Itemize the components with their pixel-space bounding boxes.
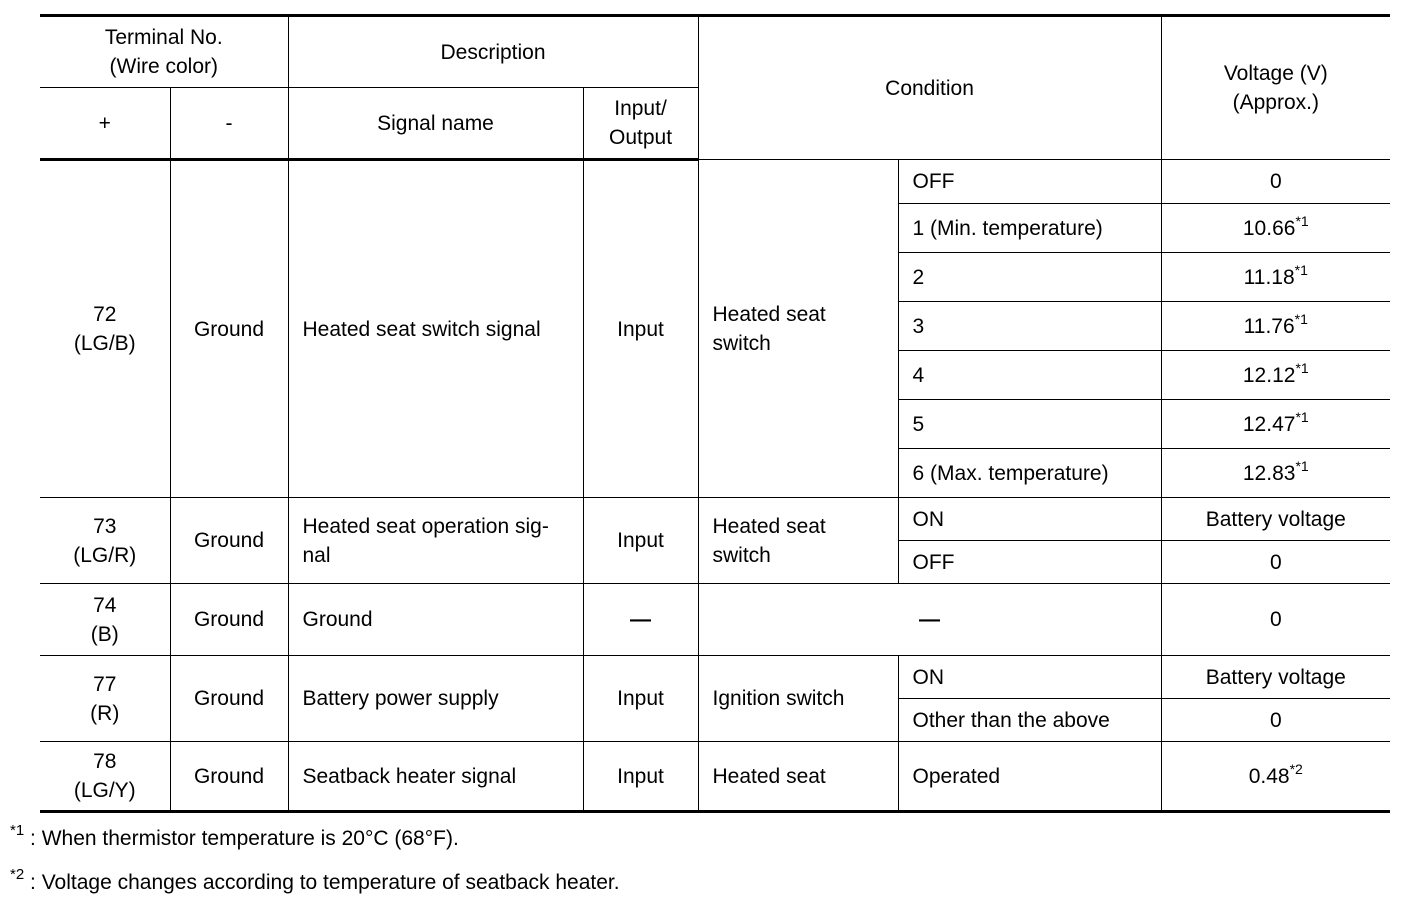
condition-line: Heated seat xyxy=(712,514,826,538)
voltage-value xyxy=(1161,204,1390,253)
voltage-value xyxy=(1161,253,1390,302)
condition: Ignition switch xyxy=(698,656,898,742)
header-output: Output xyxy=(608,126,673,149)
header-io xyxy=(583,88,698,160)
header-minus: - xyxy=(170,88,288,160)
switch-state: ON xyxy=(898,498,1161,541)
voltage-value xyxy=(1161,160,1390,204)
signal-name: Seatback heater signal xyxy=(288,742,583,812)
voltage-number: 0 xyxy=(1269,170,1282,193)
footnote-text: : When thermistor temperature is 20°C (68°F). xyxy=(24,827,459,850)
footnote-mark: *1 xyxy=(1294,261,1308,278)
condition: — xyxy=(698,584,1161,656)
voltage-value: Battery voltage xyxy=(1161,656,1390,699)
header-input: Input/ xyxy=(614,97,667,120)
voltage-value: Battery voltage xyxy=(1161,498,1390,541)
footnote-mark: *1 xyxy=(1295,359,1309,376)
table-row xyxy=(40,584,1390,656)
wire-color: (LG/Y) xyxy=(73,779,136,802)
switch-state: 6 (Max. temperature) xyxy=(898,449,1161,498)
wire-color: (R) xyxy=(90,701,120,725)
switch-state: 3 xyxy=(898,302,1161,351)
io-type: Input xyxy=(583,742,698,812)
signal-name: Heated seat switch signal xyxy=(288,160,583,498)
voltage-value xyxy=(1161,742,1390,812)
switch-state: Other than the above xyxy=(898,699,1161,742)
footnote-mark: *1 xyxy=(1295,408,1309,425)
table-row xyxy=(40,742,1390,812)
voltage-value: 0 xyxy=(1161,699,1390,742)
signal-name: Ground xyxy=(288,584,583,656)
footnote-mark: *1 xyxy=(1294,310,1308,327)
wire-color: (LG/B) xyxy=(73,332,136,355)
condition xyxy=(698,498,898,584)
switch-state: 2 xyxy=(898,253,1161,302)
voltage-value: 0 xyxy=(1161,541,1390,584)
header-signal-name: Signal name xyxy=(288,88,583,160)
io-type: Input xyxy=(583,656,698,742)
header-wire-color: (Wire color) xyxy=(109,55,218,78)
header-plus: + xyxy=(40,88,170,160)
terminal-78 xyxy=(40,742,170,812)
footnote xyxy=(10,822,620,866)
condition xyxy=(698,160,898,498)
io-type: Input xyxy=(583,498,698,584)
switch-state: 4 xyxy=(898,351,1161,400)
voltage-number: 10.66 xyxy=(1242,216,1296,240)
footnote-text: : Voltage changes according to temperature of seatback heater. xyxy=(24,871,620,894)
terminal-table xyxy=(40,14,1390,813)
wire-color: (LG/R) xyxy=(73,543,137,567)
switch-state: ON xyxy=(898,656,1161,699)
footnote-mark: *2 xyxy=(10,866,25,883)
voltage-number: 12.83 xyxy=(1242,461,1296,485)
switch-state: OFF xyxy=(898,160,1161,204)
header-voltage-label: Voltage (V) xyxy=(1223,62,1328,85)
footnotes xyxy=(10,822,620,910)
footnote xyxy=(10,866,620,910)
condition-line: switch xyxy=(712,331,771,355)
voltage-number: 11.18 xyxy=(1243,265,1295,289)
minus-terminal: Ground xyxy=(170,656,288,742)
switch-state: 1 (Min. temperature) xyxy=(898,204,1161,253)
terminal-number: 73 xyxy=(93,514,117,538)
header-voltage-approx: (Approx.) xyxy=(1232,91,1319,114)
condition-line: switch xyxy=(712,543,771,567)
signal-name-line: nal xyxy=(302,543,331,567)
terminal-74 xyxy=(40,584,170,656)
condition: Heated seat xyxy=(698,742,898,812)
voltage-value xyxy=(1161,351,1390,400)
signal-name: Battery power supply xyxy=(288,656,583,742)
terminal-77 xyxy=(40,656,170,742)
header-voltage xyxy=(1161,16,1390,160)
io-type: — xyxy=(583,584,698,656)
terminal-73 xyxy=(40,498,170,584)
header-terminal xyxy=(40,16,288,88)
voltage-value: 0 xyxy=(1161,584,1390,656)
voltage-value xyxy=(1161,400,1390,449)
condition-line: Heated seat xyxy=(712,302,826,326)
switch-state: Operated xyxy=(898,742,1161,812)
voltage-number: 0.48 xyxy=(1248,764,1290,788)
terminal-number: 77 xyxy=(93,672,117,696)
footnote-mark: *1 xyxy=(10,822,25,839)
voltage-number: 12.47 xyxy=(1242,412,1296,436)
header-description: Description xyxy=(288,16,698,88)
terminal-number: 74 xyxy=(93,593,117,617)
table-row xyxy=(40,498,1390,541)
table-row xyxy=(40,656,1390,699)
signal-name-line: Heated seat operation sig- xyxy=(302,514,549,538)
wire-color: (B) xyxy=(90,622,119,646)
footnote-mark: *2 xyxy=(1289,760,1303,777)
io-type: Input xyxy=(583,160,698,498)
header-condition: Condition xyxy=(698,16,1161,160)
minus-terminal: Ground xyxy=(170,160,288,498)
table-row xyxy=(40,160,1390,204)
voltage-number: 11.76 xyxy=(1243,314,1295,338)
terminal-72 xyxy=(40,160,170,498)
signal-name xyxy=(288,498,583,584)
switch-state: 5 xyxy=(898,400,1161,449)
footnote-mark: *1 xyxy=(1295,457,1309,474)
minus-terminal: Ground xyxy=(170,742,288,812)
voltage-value xyxy=(1161,449,1390,498)
terminal-number: 78 xyxy=(93,750,117,773)
minus-terminal: Ground xyxy=(170,498,288,584)
voltage-number: 12.12 xyxy=(1242,363,1296,387)
footnote-mark: *1 xyxy=(1295,212,1309,229)
minus-terminal: Ground xyxy=(170,584,288,656)
voltage-value xyxy=(1161,302,1390,351)
header-terminal-no: Terminal No. xyxy=(104,26,223,49)
terminal-number: 72 xyxy=(93,303,117,326)
switch-state: OFF xyxy=(898,541,1161,584)
